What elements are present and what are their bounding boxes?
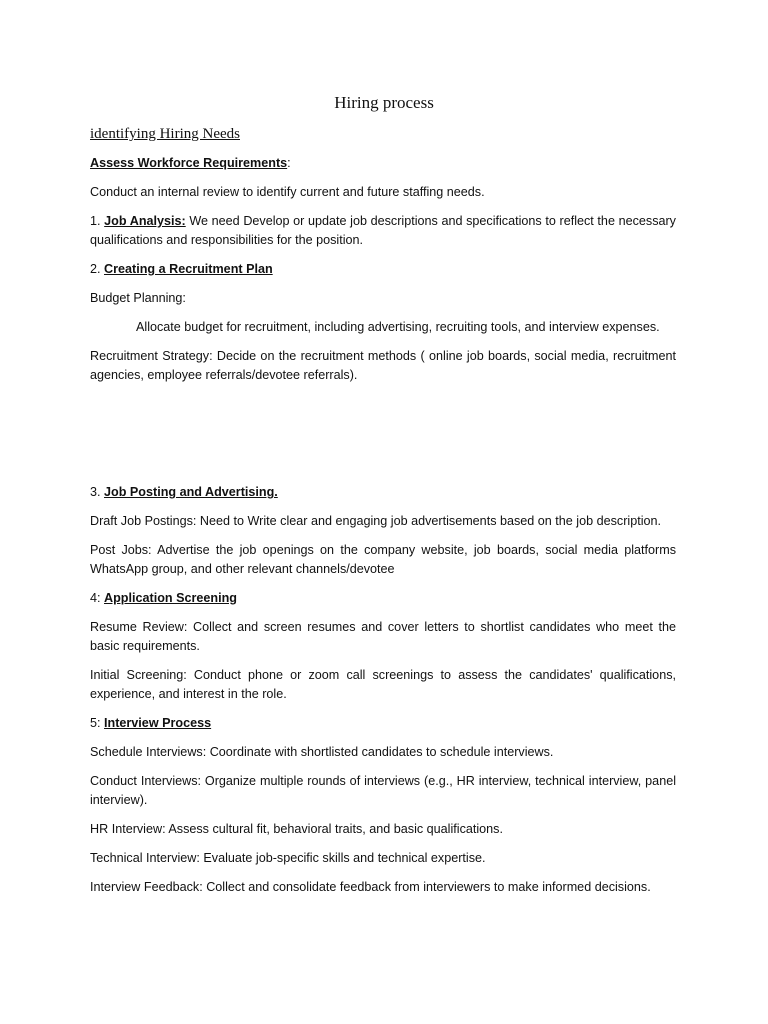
section-number: 1. [90,214,105,228]
resume-text: Resume Review: Collect and screen resumes and cover letters to shortlist candidates who meet the basic requirements. [90,620,676,653]
schedule-text: Schedule Interviews: Coordinate with shortlisted candidates to schedule interviews. [90,745,554,759]
screening-heading: Application Screening [104,591,237,605]
page-title: Hiring process [334,93,434,112]
budget-label: Budget Planning: [90,291,186,305]
post-text: Post Jobs: Advertise the job openings on the company website, job boards, social media platforms WhatsApp group, and other relevant channels/devotee [90,543,676,576]
job-analysis-paragraph [90,212,676,250]
section-number: 5: [90,716,105,730]
budget-text: Allocate budget for recruitment, including advertising, recruiting tools, and interview expenses. [136,320,660,334]
screening-paragraph [90,589,676,608]
conduct-text: Conduct Interviews: Organize multiple rounds of interviews (e.g., HR interview, technical interview, panel interview). [90,774,676,807]
strategy-text: Recruitment Strategy: Decide on the recruitment methods ( online job boards, social media, recruitment agencies, employee referrals/devotee referrals). [90,349,676,382]
job-analysis-text: We need Develop or update job descriptions and specifications to reflect the necessary qualifications and responsibilities for the position. [90,214,676,247]
hr-interview-text: HR Interview: Assess cultural fit, behavioral traits, and basic qualifications. [90,822,503,836]
draft-text: Draft Job Postings: Need to Write clear and engaging job advertisements based on the job description. [90,514,662,528]
job-posting-heading: Job Posting and Advertising. [104,485,278,499]
technical-interview-text: Technical Interview: Evaluate job-specific skills and technical expertise. [90,851,486,865]
initial-screening-text: Initial Screening: Conduct phone or zoom call screenings to assess the candidates' qualifications, experience, and interest in the role. [90,668,676,701]
interview-process-heading: Interview Process [104,716,212,730]
assess-colon: : [287,156,291,170]
assess-text: Conduct an internal review to identify current and future staffing needs. [90,185,485,199]
section-number: 2. [90,262,105,276]
interview-process-paragraph [90,714,676,733]
section-subtitle: identifying Hiring Needs [90,126,240,142]
recruitment-plan-heading: Creating a Recruitment Plan [104,262,273,276]
section-number: 3. [90,485,105,499]
feedback-text: Interview Feedback: Collect and consolidate feedback from interviewers to make informed decisions. [90,880,651,894]
job-posting-paragraph [90,483,676,502]
assess-heading: Assess Workforce Requirements [90,156,288,170]
assess-paragraph [90,154,676,173]
section-number: 4: [90,591,105,605]
job-analysis-heading: Job Analysis: [104,214,186,228]
recruitment-plan-paragraph [90,260,676,279]
